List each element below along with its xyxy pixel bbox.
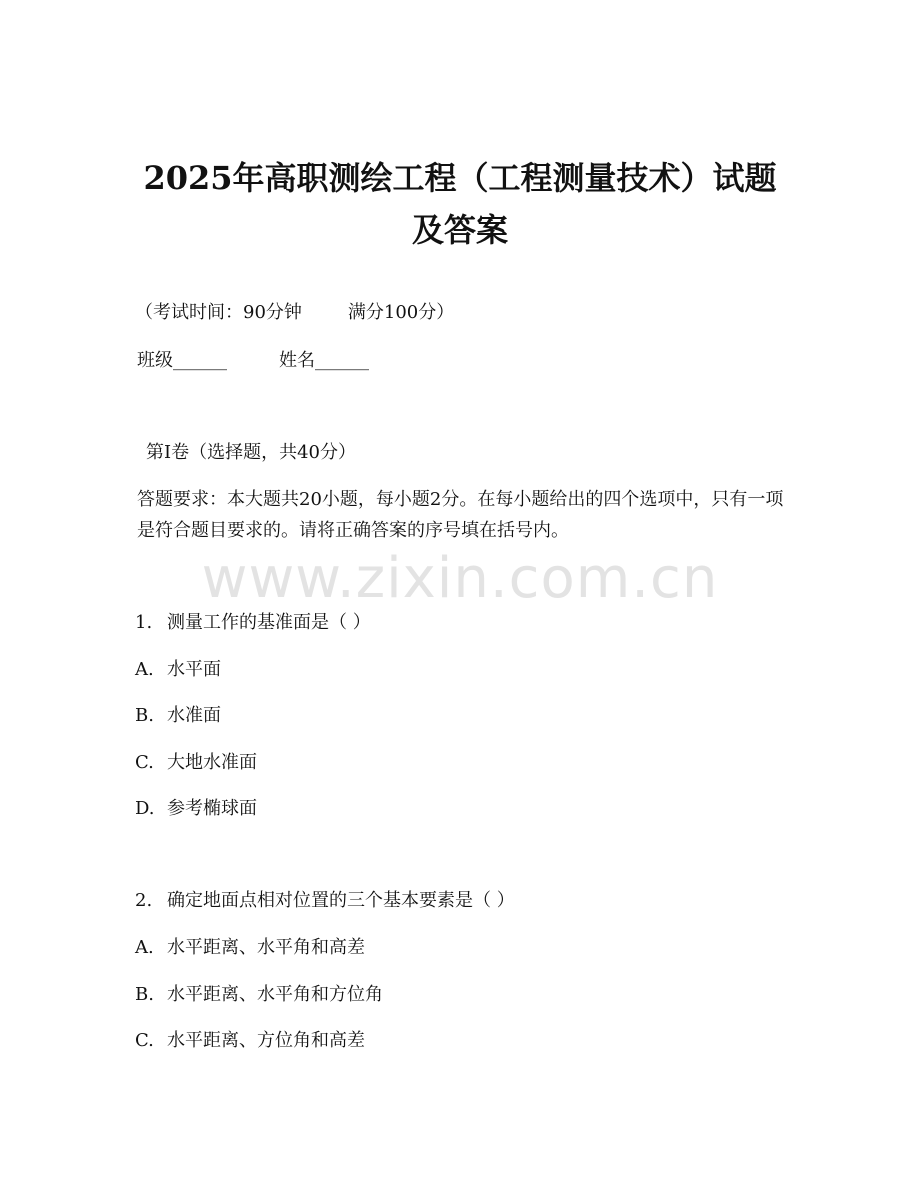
exam-title-line-2: 及答案 [411,211,508,249]
option-2a [135,935,365,961]
exam-time: （考试时间：90分钟 [135,302,302,323]
option-1c [135,750,257,776]
option-letter: D. [135,798,155,819]
exam-meta [135,300,454,326]
option-2c [135,1028,365,1054]
class-field: 班级______ [137,350,227,371]
option-letter: A. [135,937,154,958]
question-text: 确定地面点相对位置的三个基本要素是（ ） [167,890,515,911]
instructions: 答题要求：本大题共20小题，每小题2分。在每小题给出的四个选项中，只有一项是符合题目要求的。请将正确答案的序号填在括号内。 [137,489,784,541]
option-1d [135,796,257,822]
option-1b [135,703,221,729]
option-letter: C. [135,752,154,773]
option-text: 大地水准面 [167,752,257,773]
section-title: 第Ⅰ卷（选择题，共40分） [146,442,357,463]
full-score: 满分100分） [347,302,455,323]
option-letter: B. [135,984,154,1005]
option-letter: C. [135,1030,154,1051]
question-number: 1. [135,612,153,633]
option-letter: A. [135,659,154,680]
student-info [137,348,369,374]
option-text: 水平距离、水平角和高差 [167,937,365,958]
option-text: 水平距离、水平角和方位角 [167,984,383,1005]
name-field: 姓名______ [279,350,369,371]
option-2b [135,982,383,1008]
option-text: 参考椭球面 [167,798,257,819]
question-2 [135,888,515,914]
option-text: 水平面 [167,659,221,680]
option-1a [135,657,221,683]
option-text: 水平距离、方位角和高差 [167,1030,365,1051]
watermark: www.zixin.com.cn [201,546,719,611]
question-text: 测量工作的基准面是（ ） [167,612,371,633]
question-1 [135,610,371,636]
exam-title-line-1: 2025年高职测绘工程（工程测量技术）试题 [143,159,777,197]
question-number: 2. [135,890,153,911]
option-letter: B. [135,705,154,726]
option-text: 水准面 [167,705,221,726]
